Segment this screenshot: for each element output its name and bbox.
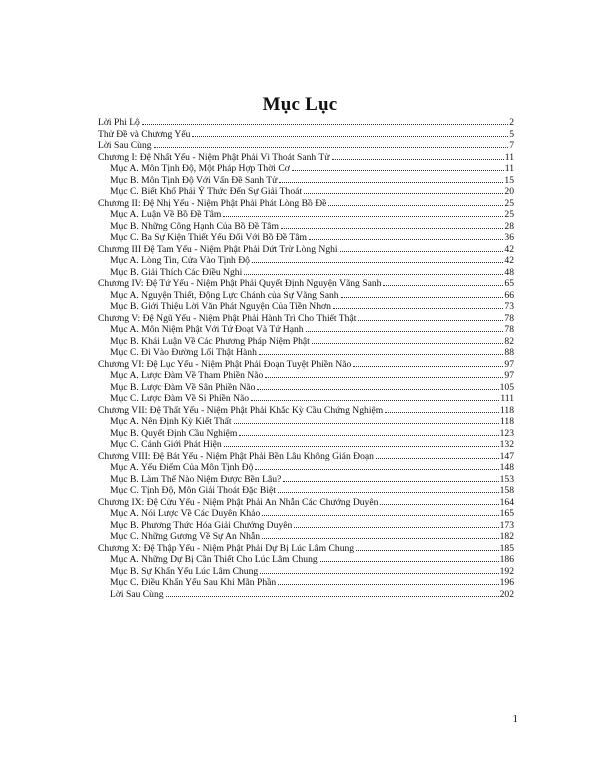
toc-entry[interactable] <box>98 497 514 509</box>
table-of-contents <box>98 117 514 600</box>
toc-subentry[interactable] <box>98 221 514 233</box>
toc-entry-page: 42 <box>504 255 514 266</box>
dot-leader <box>278 584 498 585</box>
toc-entry-page: 78 <box>504 312 514 324</box>
toc-entry-page: 132 <box>499 439 514 450</box>
toc-entry-page: 11 <box>504 163 514 174</box>
dot-leader <box>385 412 499 413</box>
toc-entry-label: Mục C. Đi Vào Đường Lối Thật Hành <box>110 347 257 358</box>
dot-leader <box>304 193 503 194</box>
toc-subentry[interactable] <box>98 554 514 566</box>
toc-subentry[interactable] <box>98 589 514 601</box>
toc-entry-label: Mục C. Cảnh Giới Phát Hiện <box>110 439 222 450</box>
toc-entry-page: 82 <box>504 335 514 347</box>
toc-subentry[interactable] <box>98 474 514 486</box>
toc-subentry[interactable] <box>98 462 514 474</box>
toc-entry-page: 25 <box>504 209 514 220</box>
toc-entry-label: Thử Đề và Chương Yếu <box>98 128 191 140</box>
toc-subentry[interactable] <box>98 577 514 589</box>
toc-entry-page: 2 <box>509 117 514 128</box>
dot-leader <box>333 308 504 309</box>
toc-entry-page: 185 <box>499 542 514 554</box>
dot-leader <box>251 400 499 401</box>
toc-subentry[interactable] <box>98 416 514 428</box>
toc-entry-page: 97 <box>504 370 514 381</box>
toc-entry-page: 186 <box>499 554 514 565</box>
toc-entry-label: Mục B. Khái Luận Về Các Phương Pháp Niệm Phật <box>110 335 310 347</box>
dot-leader <box>358 320 503 321</box>
toc-entry-label: Lời Phi Lộ <box>98 117 140 128</box>
toc-entry-page: 78 <box>504 324 514 335</box>
toc-entry-label: Mục A. Lược Đàm Về Tham Phiền Não <box>110 370 264 381</box>
toc-entry-label: Mục B. Làm Thế Nào Niệm Được Bền Lâu? <box>110 473 282 485</box>
dot-leader <box>279 182 503 183</box>
toc-entry-label: Mục A. Nguyện Thiết, Động Lực Chánh của Sự Vãng Sanh <box>110 289 339 301</box>
toc-entry-page: 48 <box>504 266 514 278</box>
toc-entry-label: Mục C. Những Gương Về Sự An Nhẫn <box>110 531 261 542</box>
toc-entry-page: 88 <box>504 347 514 358</box>
dot-leader <box>340 251 504 252</box>
toc-subentry[interactable] <box>98 531 514 543</box>
toc-entry-page: 97 <box>504 358 514 370</box>
dot-leader <box>260 573 498 574</box>
toc-entry-label: Lời Sau Cùng <box>98 140 152 151</box>
toc-subentry[interactable] <box>98 428 514 440</box>
toc-entry-page: 20 <box>504 186 514 197</box>
toc-entry-label: Mục C. Lược Đàm Về Si Phiền Não <box>110 393 250 404</box>
dot-leader <box>328 205 503 206</box>
toc-entry-page: 153 <box>499 473 514 485</box>
dot-leader <box>341 297 504 298</box>
toc-subentry[interactable] <box>98 336 514 348</box>
toc-entry-label: Chương II: Đệ Nhị Yếu - Niệm Phật Phải Phát Lòng Bồ Đề <box>98 197 327 209</box>
dot-leader <box>278 492 499 493</box>
toc-subentry[interactable] <box>98 175 514 187</box>
toc-entry-label: Lời Sau Cùng <box>110 588 164 600</box>
toc-subentry[interactable] <box>98 485 514 497</box>
toc-subentry[interactable] <box>98 382 514 394</box>
page-number: 1 <box>512 713 518 725</box>
toc-entry-page: 5 <box>509 128 514 140</box>
toc-entry[interactable] <box>98 198 514 210</box>
toc-subentry[interactable] <box>98 301 514 313</box>
toc-subentry[interactable] <box>98 370 514 382</box>
toc-entry-label: Mục C. Tịnh Độ, Môn Giải Thoát Đặc Biệt <box>110 485 276 496</box>
toc-entry[interactable] <box>98 244 514 256</box>
toc-entry-label: Chương IV: Đệ Tứ Yếu - Niệm Phật Phải Quyết Định Nguyện Vãng Sanh <box>98 278 382 289</box>
toc-subentry[interactable] <box>98 439 514 451</box>
toc-entry-page: 118 <box>499 416 514 427</box>
dot-leader <box>166 596 499 597</box>
dot-leader <box>312 343 504 344</box>
toc-entry-page: 65 <box>504 278 514 289</box>
toc-entry-label: Mục B. Lược Đàm Về Sân Phiền Não <box>110 381 256 393</box>
dot-leader <box>283 481 498 482</box>
toc-subentry[interactable] <box>98 520 514 532</box>
toc-entry[interactable] <box>98 140 514 152</box>
toc-entry-page: 164 <box>499 496 514 508</box>
toc-entry[interactable] <box>98 117 514 129</box>
toc-entry-page: 148 <box>499 462 514 473</box>
toc-entry-page: 147 <box>499 450 514 462</box>
dot-leader <box>259 354 504 355</box>
dot-leader <box>380 504 498 505</box>
toc-entry[interactable] <box>98 543 514 555</box>
dot-leader <box>353 366 503 367</box>
dot-leader <box>192 136 508 137</box>
dot-leader <box>356 550 499 551</box>
toc-entry-label: Mục B. Môn Tịnh Độ Với Vấn Đề Sanh Tử <box>110 174 278 186</box>
dot-leader <box>292 170 504 171</box>
toc-entry[interactable] <box>98 313 514 325</box>
dot-leader <box>234 423 499 424</box>
toc-subentry[interactable] <box>98 267 514 279</box>
toc-entry-label: Mục B. Giải Thích Các Điều Nghi <box>110 266 243 278</box>
toc-entry-label: Chương IX: Đệ Cửu Yếu - Niệm Phật Phải An Nhẫn Các Chướng Duyên <box>98 496 379 508</box>
toc-entry[interactable] <box>98 451 514 463</box>
toc-entry-label: Mục B. Phương Thức Hóa Giải Chướng Duyên <box>110 519 293 531</box>
toc-entry-label: Mục A. Những Dự Bị Cần Thiết Cho Lúc Lâm Chung <box>110 554 318 565</box>
toc-entry-page: 105 <box>499 381 514 393</box>
toc-entry-label: Chương VII: Đệ Thất Yếu - Niệm Phật Phải Khắc Kỳ Cầu Chứng Nghiệm <box>98 404 384 416</box>
toc-subentry[interactable] <box>98 186 514 198</box>
toc-entry-label: Mục C. Biết Khổ Phải Ý Thức Đến Sự Giải Thoát <box>110 186 303 197</box>
toc-entry-page: 66 <box>504 289 514 301</box>
toc-entry[interactable] <box>98 152 514 164</box>
toc-entry-label: Mục C. Ba Sự Kiện Thiết Yếu Đối Với Bồ Đề Tâm <box>110 232 307 243</box>
toc-entry-page: 11 <box>504 151 514 163</box>
toc-entry-label: Mục A. Luận Về Bồ Đề Tâm <box>110 209 222 220</box>
dot-leader <box>309 239 503 240</box>
dot-leader <box>224 446 499 447</box>
dot-leader <box>376 458 499 459</box>
dot-leader <box>281 228 504 229</box>
toc-entry-page: 7 <box>509 140 514 151</box>
toc-entry-label: Mục C. Điều Khẩn Yếu Sau Khi Mãn Phần <box>110 577 277 588</box>
toc-entry[interactable] <box>98 129 514 141</box>
toc-entry-page: 182 <box>499 531 514 542</box>
dot-leader <box>154 147 509 148</box>
toc-entry-page: 42 <box>504 243 514 255</box>
dot-leader <box>332 159 504 160</box>
toc-subentry[interactable] <box>98 232 514 244</box>
toc-entry-page: 173 <box>499 519 514 531</box>
toc-entry-label: Mục A. Lòng Tin, Cửa Vào Tịnh Độ <box>110 255 250 266</box>
dot-leader <box>320 561 499 562</box>
toc-entry-label: Chương V: Đệ Ngũ Yếu - Niệm Phật Phải Hành Trì Cho Thiết Thật <box>98 312 357 324</box>
toc-entry-label: Chương I: Đệ Nhất Yếu - Niệm Phật Phải Vì Thoát Sanh Tử <box>98 151 330 163</box>
toc-entry-label: Mục A. Nói Lược Về Các Duyên Khảo <box>110 508 261 519</box>
dot-leader <box>383 285 503 286</box>
toc-entry-label: Chương VI: Đệ Lục Yếu - Niệm Phật Phải Đoạn Tuyệt Phiền Não <box>98 358 352 370</box>
toc-entry-page: 192 <box>499 565 514 577</box>
toc-entry-label: Mục A. Môn Tịnh Độ, Một Pháp Hợp Thời Cơ <box>110 163 290 174</box>
dot-leader <box>306 331 504 332</box>
toc-entry-label: Mục A. Môn Niệm Phật Với Tứ Đoạt Và Tứ Hạnh <box>110 324 304 335</box>
toc-entry-label: Chương III Đệ Tam Yếu - Niệm Phật Phải Dứt Trừ Lòng Nghi <box>98 243 338 255</box>
toc-entry-label: Chương X: Đệ Thập Yếu - Niệm Phật Phải Dự Bị Lúc Lâm Chung <box>98 542 355 554</box>
toc-entry-label: Mục B. Quyết Định Cầu Nghiệm <box>110 427 238 439</box>
dot-leader <box>262 515 498 516</box>
toc-subentry[interactable] <box>98 255 514 267</box>
toc-subentry[interactable] <box>98 393 514 405</box>
toc-entry-label: Mục B. Những Công Hạnh Của Bồ Đề Tâm <box>110 220 279 232</box>
toc-entry-page: 202 <box>499 588 514 600</box>
toc-entry-page: 25 <box>504 197 514 209</box>
dot-leader <box>265 377 503 378</box>
dot-leader <box>239 435 498 436</box>
toc-entry-label: Chương VIII: Đệ Bát Yếu - Niệm Phật Phải Bền Lâu Không Gián Đoạn <box>98 450 374 462</box>
toc-subentry[interactable] <box>98 163 514 175</box>
toc-entry-label: Mục A. Nên Định Kỳ Kiết Thất <box>110 416 232 427</box>
toc-entry-page: 36 <box>504 232 514 243</box>
dot-leader <box>262 538 499 539</box>
toc-entry[interactable] <box>98 359 514 371</box>
page-title: Mục Lục <box>262 94 338 115</box>
toc-entry-page: 196 <box>499 577 514 588</box>
toc-entry-label: Mục B. Giới Thiệu Lời Văn Phát Nguyện Của Tiền Nhơn <box>110 301 331 312</box>
toc-subentry[interactable] <box>98 508 514 520</box>
toc-subentry[interactable] <box>98 324 514 336</box>
toc-entry-page: 73 <box>504 301 514 312</box>
toc-entry-page: 123 <box>499 427 514 439</box>
toc-entry-page: 111 <box>500 393 514 404</box>
dot-leader <box>142 124 508 125</box>
dot-leader <box>294 527 498 528</box>
toc-entry-label: Mục B. Sự Khẩn Yếu Lúc Lâm Chung <box>110 565 259 577</box>
dot-leader <box>257 389 498 390</box>
toc-entry[interactable] <box>98 405 514 417</box>
toc-entry-label: Mục A. Yếu Điểm Của Môn Tịnh Độ <box>110 462 254 473</box>
toc-entry-page: 118 <box>499 404 514 416</box>
dot-leader <box>223 216 503 217</box>
dot-leader <box>255 469 498 470</box>
toc-entry-page: 15 <box>504 174 514 186</box>
toc-entry-page: 158 <box>499 485 514 496</box>
toc-subentry[interactable] <box>98 209 514 221</box>
dot-leader <box>244 274 503 275</box>
toc-entry-page: 165 <box>499 508 514 519</box>
toc-subentry[interactable] <box>98 290 514 302</box>
toc-subentry[interactable] <box>98 347 514 359</box>
toc-subentry[interactable] <box>98 566 514 578</box>
dot-leader <box>252 262 503 263</box>
toc-entry[interactable] <box>98 278 514 290</box>
toc-entry-page: 28 <box>504 220 514 232</box>
